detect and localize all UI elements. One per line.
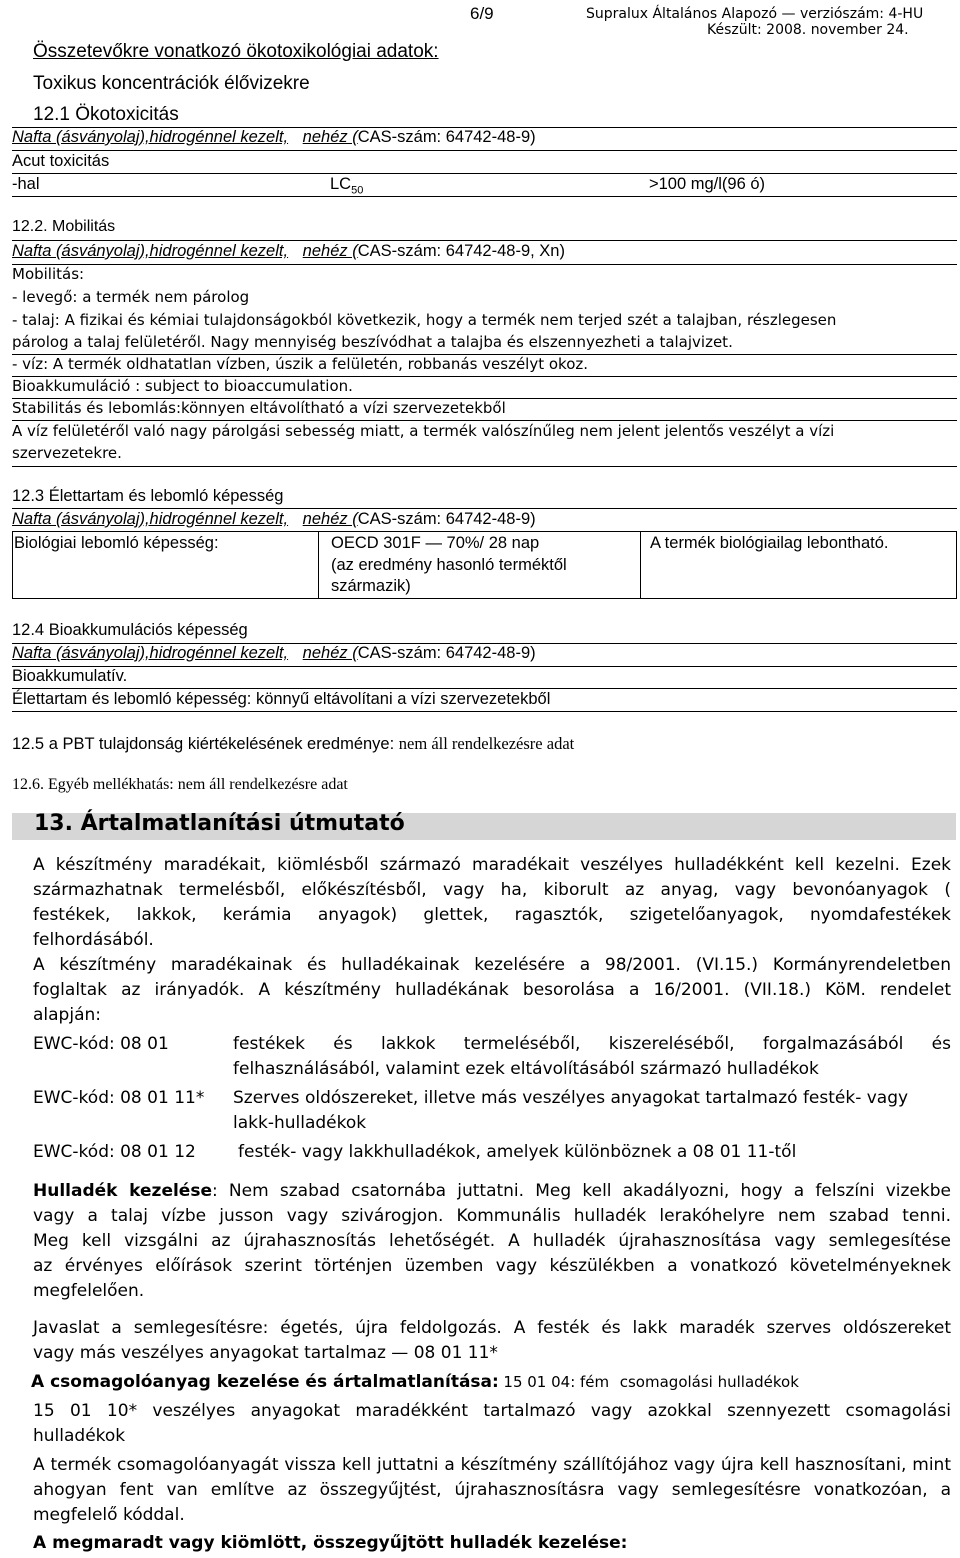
s121-row-value: >100 mg/l(96 ó): [649, 175, 766, 193]
waste-line: megfelelően.: [33, 1281, 145, 1301]
s122-line: szervezetekre.: [12, 444, 122, 462]
page-number: 6/9: [470, 4, 494, 23]
table-border: [640, 531, 641, 598]
s122-substance: Nafta (ásványolaj),hidrogénnel kezelt, nehéz (CAS-szám: 64742-48-9, Xn): [12, 242, 565, 260]
recommend-line: vagy más veszélyes anyagokat tartalmaz — 08 01 11*: [33, 1343, 498, 1363]
s121-acute: Acut toxicitás: [12, 152, 110, 170]
ewc-desc: festék- vagy lakkhulladékok, amelyek különböznek a 08 01 11-től: [238, 1142, 797, 1162]
s122-line: - levegő: a termék nem párolog: [12, 288, 250, 306]
document-date: Készült: 2008. november 24.: [707, 22, 909, 38]
return-line: ahogyan fent van említve az összegyűjtést, újrahasznosításra vagy semlegesítésre vonatkozóan, a: [33, 1480, 951, 1500]
waste-line: Meg kell vizsgálni az újrahasznosítás lehetőségét. A hulladék újrahasznosítása vagy semlegesítése: [33, 1231, 951, 1251]
s13-para: A készítmény maradékainak és hulladékainak kezelésére a 98/2001. (VI.15.) Kormányrendeletben: [33, 955, 951, 975]
s122-line: - talaj: A fizikai és kémiai tulajdonságokból következik, hogy a termék nem terjed szét a talajban, részlegesen: [12, 311, 837, 329]
divider: [12, 173, 957, 174]
divider: [12, 666, 957, 667]
packaging-line: hulladékok: [33, 1426, 126, 1446]
s122-line: A víz felületéről való nagy párolgási sebesség miatt, a termék valószínűleg nem jelent jelentős veszélyt a vízi: [12, 422, 835, 440]
divider: [12, 508, 957, 509]
waste-line: vagy a talaj vízbe jusson vagy szivárogjon. Kommunális hulladék lerakóhelyre nem szabad tenni.: [33, 1206, 951, 1226]
divider: [12, 196, 957, 197]
s13-para: A készítmény maradékait, kiömlésből származó maradékait veszélyes hulladékként kell kezelni. Ezek: [33, 855, 951, 875]
divider: [12, 531, 957, 532]
ewc-code: EWC-kód: 08 01: [33, 1034, 169, 1054]
s121-heading: 12.1 Ökotoxicitás: [33, 104, 179, 125]
divider: [12, 420, 957, 421]
s13-para: foglaltak az irányadók. A készítmény hulladékának besorolása a 16/2001. (VII.18.) KöM. rendelet: [33, 980, 951, 1000]
s13-para: alapján:: [33, 1005, 101, 1025]
s123-col2: OECD 301F — 70%/ 28 nap: [331, 534, 540, 552]
return-line: megfelelő kóddal.: [33, 1505, 185, 1525]
s123-col1: Biológiai lebomló képesség:: [14, 534, 219, 552]
s121-substance: Nafta (ásványolaj),hidrogénnel kezelt, nehéz (CAS-szám: 64742-48-9): [12, 128, 536, 146]
divider: [12, 711, 957, 712]
divider: [12, 688, 957, 689]
divider: [12, 598, 957, 599]
divider: [12, 240, 957, 241]
s122-line: - víz: A termék oldhatatlan vízben, úszik a felületén, robbanás veszélyt okoz.: [12, 355, 589, 373]
eco-subtitle: Toxikus koncentrációk élővizekre: [33, 73, 310, 94]
s123-col2: származik): [331, 577, 411, 595]
product-version: Supralux Általános Alapozó — verziószám: 4-HU: [586, 6, 924, 22]
s125: 12.5 a PBT tulajdonság kiértékelésének eredménye: nem áll rendelkezésre adat: [12, 734, 575, 753]
s13-para: felhordásából.: [33, 930, 154, 950]
s121-row-label: -hal: [12, 175, 40, 193]
divider: [12, 466, 957, 467]
ewc-desc: festékek és lakkok termeléséből, kiszereléséből, forgalmazásából és: [233, 1034, 951, 1054]
s122-line: Stabilitás és lebomlás:könnyen eltávolítható a vízi szervezetekből: [12, 399, 506, 417]
table-border: [12, 531, 13, 598]
eco-title: Összetevőkre vonatkozó ökotoxikológiai adatok:: [33, 41, 439, 62]
s123-substance: Nafta (ásványolaj),hidrogénnel kezelt, nehéz (CAS-szám: 64742-48-9): [12, 510, 536, 528]
s122-line: Mobilitás:: [12, 265, 85, 283]
ewc-code: EWC-kód: 08 01 11*: [33, 1088, 205, 1108]
s124-heading: 12.4 Bioakkumulációs képesség: [12, 621, 248, 639]
s124-line: Bioakkumulatív.: [12, 667, 128, 685]
s13-para: származhatnak termelésből, előkészítésből, vagy ha, kiborult az anyag, vagy bevonóanyagok (: [33, 880, 951, 900]
divider: [12, 150, 957, 151]
recommend-line: Javaslat a semlegesítésre: égetés, újra feldolgozás. A festék és lakk maradék szerves oldószereket: [33, 1318, 951, 1338]
divider: [12, 264, 957, 265]
s123-heading: 12.3 Élettartam és lebomló képesség: [12, 487, 284, 505]
s122-line: Bioakkumuláció : subject to bioaccumulation.: [12, 377, 353, 395]
final-heading: A megmaradt vagy kiömlött, összegyűjtött hulladék kezelése:: [33, 1533, 628, 1553]
packaging-line: A csomagolóanyag kezelése és ártalmatlanítása: 15 01 04: fém csomagolási hulladékok: [31, 1372, 799, 1392]
s122-line: párolog a talaj felületéről. Nagy mennyiség beszívódhat a talajba és elszennyezheti a talajvizet.: [12, 333, 733, 351]
s13-para: festékek, lakkok, kerámia anyagok) glettek, ragasztók, szigetelőanyagok, nyomdafestékek: [33, 905, 951, 925]
ewc-code: EWC-kód: 08 01 12: [33, 1142, 196, 1162]
waste-line: az érvényes előírások szerint történjen üzemben vagy készülékben a vonatkozó követelményeknek: [33, 1256, 951, 1276]
s122-heading: 12.2. Mobilitás: [12, 218, 116, 235]
ewc-desc: felhasználásából, valamint ezek eltávolításából származó hulladékok: [233, 1059, 819, 1079]
section-13-title: 13. Ártalmatlanítási útmutató: [34, 811, 405, 836]
table-border: [956, 531, 957, 598]
table-border: [318, 531, 319, 598]
s123-col2: (az eredmény hasonló terméktől: [331, 556, 567, 574]
s121-row-lc: $LC_{50}$: [330, 175, 364, 197]
return-line: A termék csomagolóanyagát vissza kell juttatni a készítmény szállítójához vagy újra kell hasznosítani, mint: [33, 1455, 951, 1475]
s123-col3: A termék biológiailag lebontható.: [650, 534, 889, 552]
ewc-desc: Szerves oldószereket, illetve más veszélyes anyagokat tartalmazó festék- vagy: [233, 1088, 909, 1108]
waste-handling: Hulladék kezelése: Nem szabad csatornába juttatni. Meg kell akadályozni, hogy a felszíni vizekbe: [33, 1181, 952, 1201]
s124-substance: Nafta (ásványolaj),hidrogénnel kezelt, nehéz (CAS-szám: 64742-48-9): [12, 644, 536, 662]
s126: 12.6. Egyéb mellékhatás: nem áll rendelkezésre adat: [12, 776, 348, 793]
ewc-desc: lakk-hulladékok: [233, 1113, 367, 1133]
packaging-line: 15 01 10* veszélyes anyagokat maradékként tartalmazó vagy azokkal szennyezett csomagolási: [33, 1401, 951, 1421]
s124-line: Élettartam és lebomló képesség: könnyű eltávolítani a vízi szervezetekből: [12, 690, 551, 708]
